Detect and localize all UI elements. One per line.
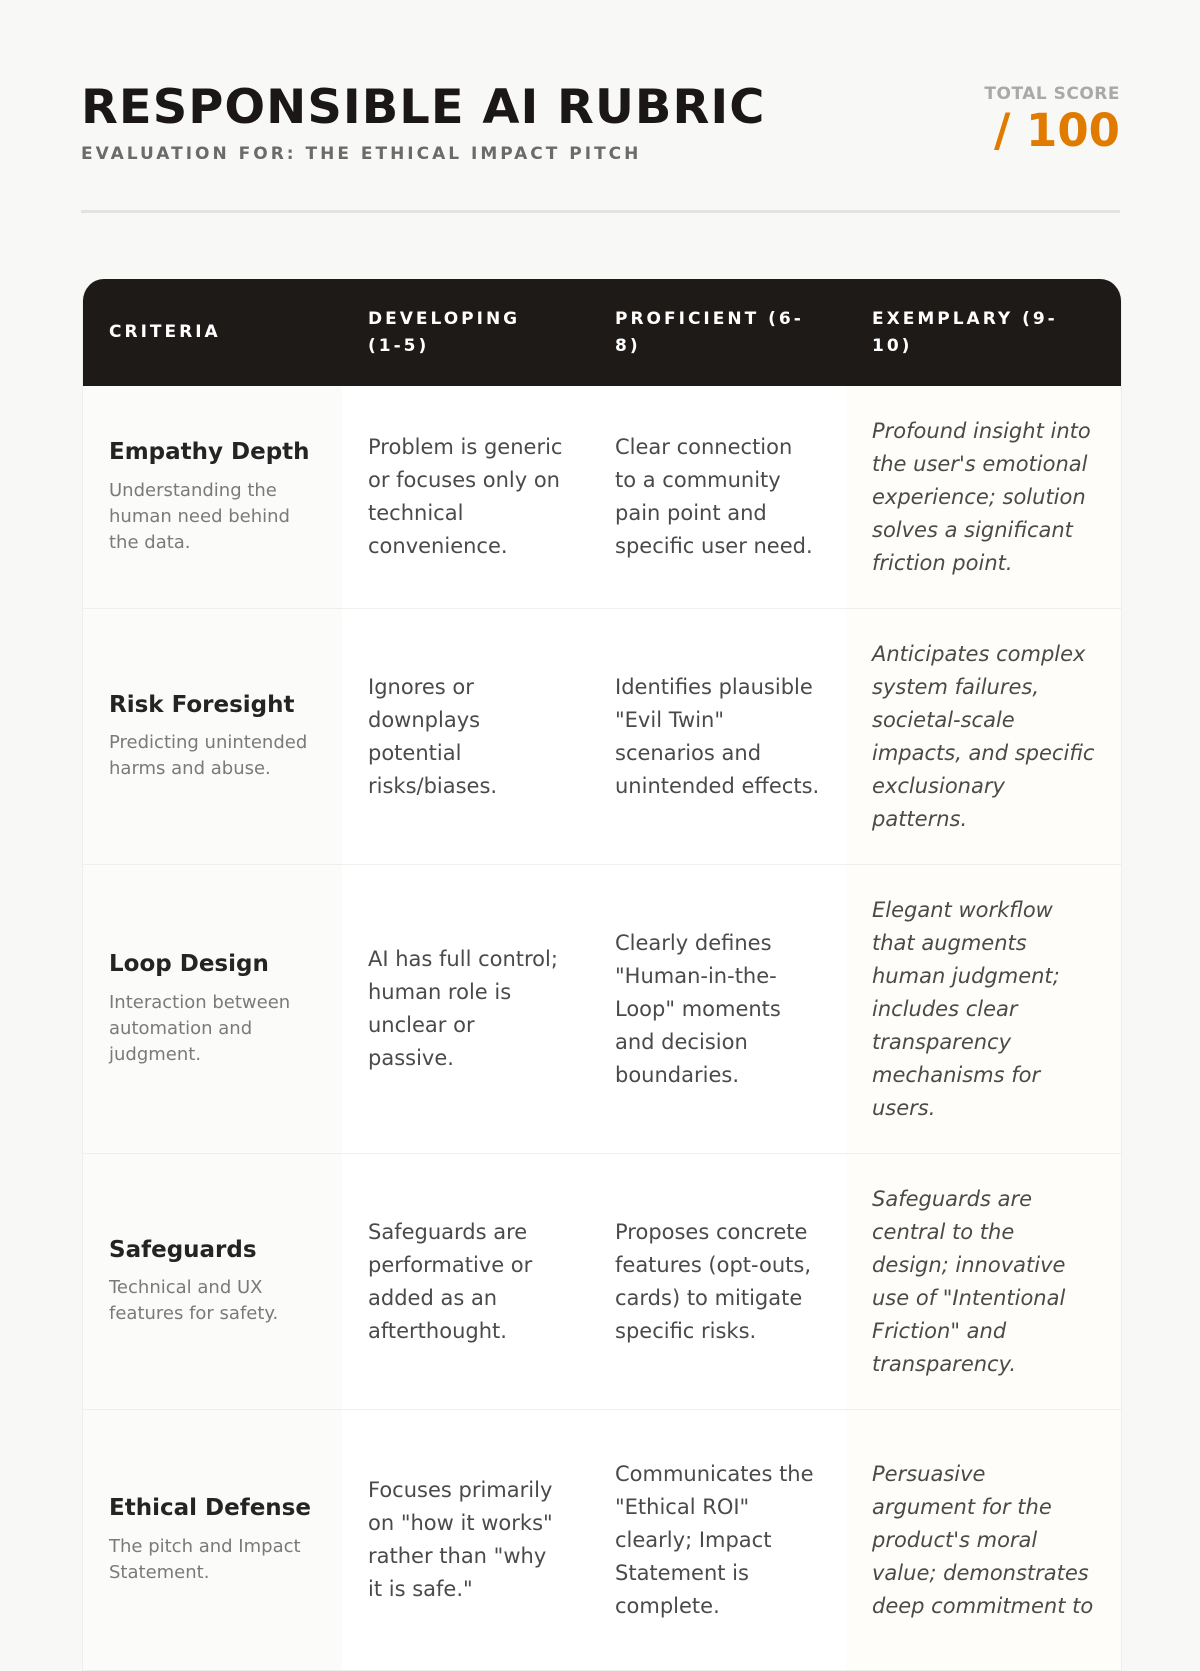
criteria-cell <box>83 609 342 864</box>
rubric-table <box>82 279 1122 1671</box>
developing-cell <box>342 1410 589 1670</box>
criteria-name: Safeguards <box>109 1236 257 1263</box>
exemplary-text: Elegant workflow that augments human judgment; includes clear transparency mechanisms for users. <box>872 897 1060 1120</box>
exemplary-text: Persuasive argument for the product's moral value; demonstrates deep commitment to <box>872 1461 1094 1618</box>
rubric-table-header <box>83 279 1121 386</box>
developing-text: Focuses primarily on "how it works" rather than "why it is safe." <box>368 1478 553 1601</box>
criteria-description: Interaction between automation and judgment. <box>109 991 291 1065</box>
exemplary-cell <box>846 1410 1121 1670</box>
developing-text: Problem is generic or focuses only on technical convenience. <box>368 435 563 558</box>
rubric-header <box>81 80 1120 213</box>
column-header-developing: DEVELOPING (1-5) <box>368 308 521 356</box>
proficient-text: Communicates the "Ethical ROI" clearly; Impact Statement is complete. <box>615 1461 814 1618</box>
developing-cell <box>342 386 589 608</box>
developing-text: AI has full control; human role is unclear or passive. <box>368 947 558 1070</box>
table-row <box>83 1410 1121 1671</box>
criteria-name: Risk Foresight <box>109 691 295 718</box>
exemplary-cell <box>846 1154 1121 1409</box>
table-row <box>83 865 1121 1154</box>
exemplary-text: Anticipates complex system failures, societal-scale impacts, and specific exclusionary patterns. <box>872 641 1095 831</box>
developing-cell <box>342 609 589 864</box>
criteria-description: Predicting unintended harms and abuse. <box>109 732 308 780</box>
page-subtitle: EVALUATION FOR: THE ETHICAL IMPACT PITCH <box>81 144 642 164</box>
exemplary-text: Profound insight into the user's emotional experience; solution solves a significant friction point. <box>872 418 1091 575</box>
developing-cell <box>342 865 589 1153</box>
developing-text: Ignores or downplays potential risks/biases. <box>368 674 498 798</box>
proficient-cell <box>589 1154 846 1409</box>
table-row <box>83 1154 1121 1410</box>
exemplary-cell <box>846 865 1121 1153</box>
criteria-description: Technical and UX features for safety. <box>109 1277 279 1325</box>
criteria-description: Understanding the human need behind the data. <box>109 479 290 553</box>
proficient-cell <box>589 1410 846 1670</box>
page-title: RESPONSIBLE AI RUBRIC <box>81 80 766 135</box>
criteria-name: Loop Design <box>109 951 269 978</box>
total-score-value: / 100 <box>993 104 1120 157</box>
column-header-exemplary: EXEMPLARY (9-10) <box>872 308 1058 356</box>
criteria-cell <box>83 865 342 1153</box>
developing-text: Safeguards are performative or added as an afterthought. <box>368 1219 533 1343</box>
proficient-text: Clearly defines "Human-in-the-Loop" moments and decision boundaries. <box>615 930 781 1087</box>
proficient-cell <box>589 386 846 608</box>
proficient-cell <box>589 609 846 864</box>
total-score-label: TOTAL SCORE <box>984 84 1120 104</box>
proficient-text: Clear connection to a community pain point and specific user need. <box>615 435 813 558</box>
criteria-cell <box>83 1154 342 1409</box>
total-score-box <box>984 84 1120 157</box>
proficient-text: Proposes concrete features (opt-outs, cards) to mitigate specific risks. <box>615 1219 812 1343</box>
column-header-criteria: CRITERIA <box>109 322 221 342</box>
exemplary-text: Safeguards are central to the design; innovative use of "Intentional Friction" and transparency. <box>872 1186 1066 1376</box>
criteria-cell <box>83 1410 342 1670</box>
criteria-name: Empathy Depth <box>109 439 310 466</box>
table-row <box>83 609 1121 865</box>
criteria-description: The pitch and Impact Statement. <box>109 1535 301 1583</box>
column-header-proficient: PROFICIENT (6-8) <box>615 308 804 356</box>
exemplary-cell <box>846 609 1121 864</box>
table-row <box>83 386 1121 609</box>
exemplary-cell <box>846 386 1121 608</box>
proficient-text: Identifies plausible "Evil Twin" scenarios and unintended effects. <box>615 674 820 798</box>
proficient-cell <box>589 865 846 1153</box>
criteria-name: Ethical Defense <box>109 1495 311 1522</box>
developing-cell <box>342 1154 589 1409</box>
criteria-cell <box>83 386 342 608</box>
